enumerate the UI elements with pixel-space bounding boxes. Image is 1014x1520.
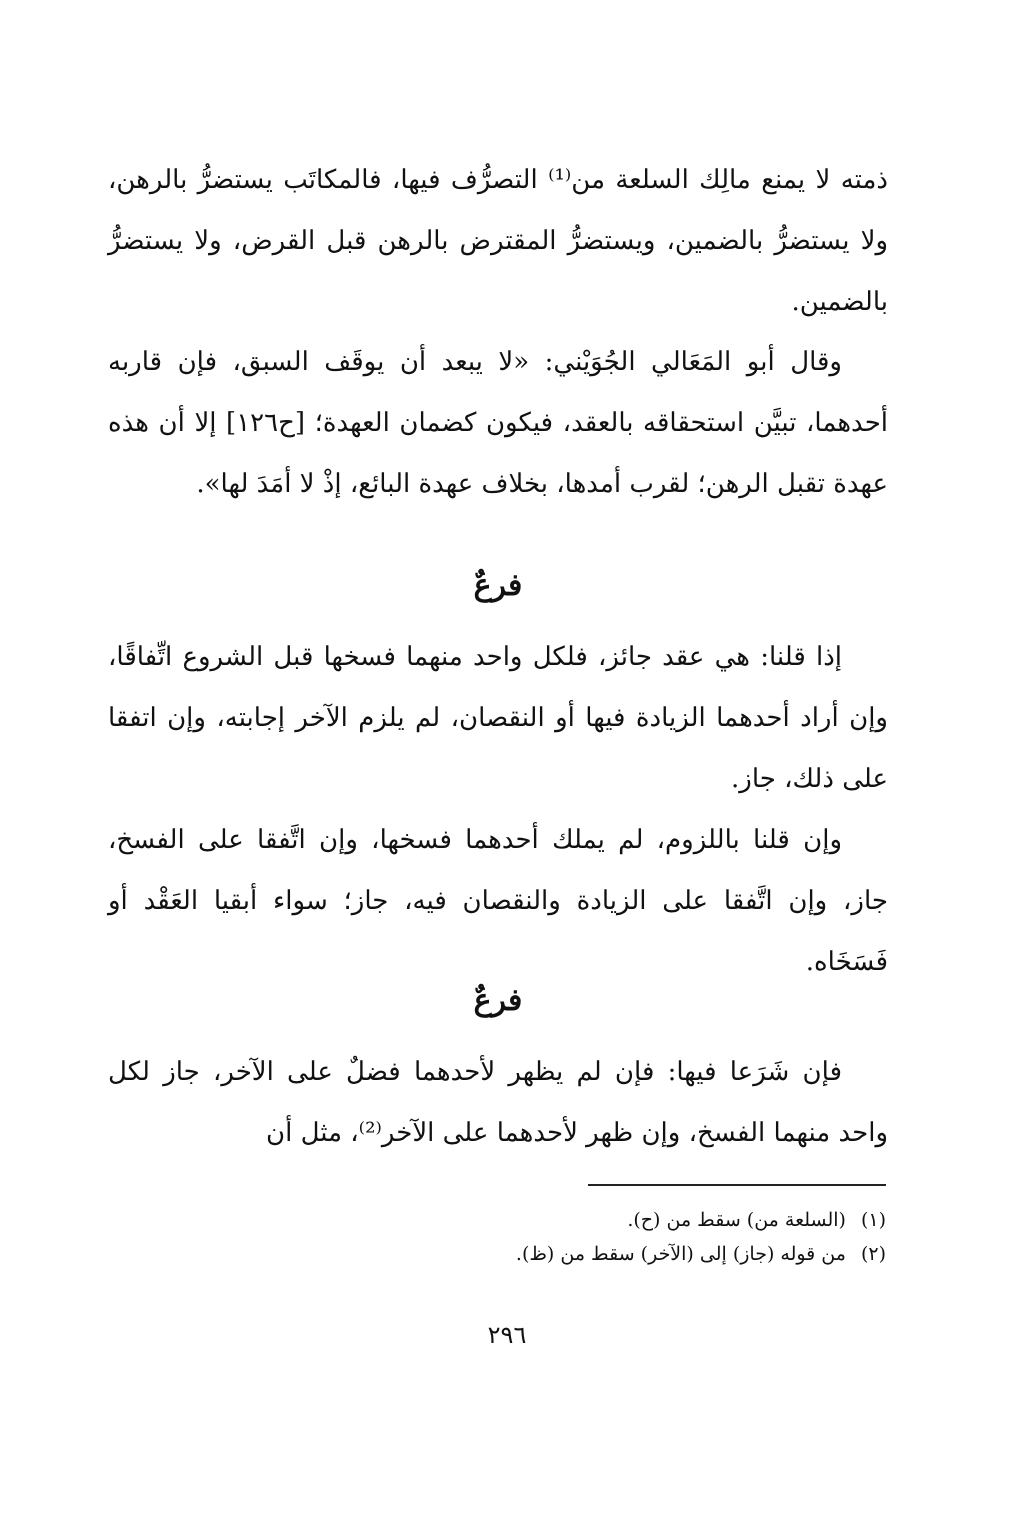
footnote-divider — [588, 1184, 886, 1186]
footnote-text: (السلعة من) سقط من (ح). — [627, 1209, 846, 1231]
footnote-2 — [300, 1237, 886, 1271]
section-heading-1: فرعٌ — [473, 568, 523, 603]
paragraph-1: ذمته لا يمنع مالِك السلعة من⁽¹⁾ التصرُّف فيها، فالمكاتَب يستضرُّ بالرهن، ولا يستضرُّ بالضمين، ويستضرُّ المقترض بالرهن قبل القرض، ولا يستضرُّ بالضمين. — [108, 165, 888, 317]
footnote-number: (١) — [860, 1209, 886, 1231]
paragraph-5: فإن شَرَعا فيها: فإن لم يظهر لأحدهما فضلٌ على الآخر، جاز لكل واحد منهما الفسخ، وإن ظهر لأحدهما على الآخر⁽²⁾، مثل أن — [108, 1057, 888, 1148]
footnote-text: من قوله (جاز) إلى (الآخر) سقط من (ظ). — [515, 1243, 846, 1265]
footnotes — [300, 1203, 886, 1271]
paragraph-2: وقال أبو المَعَالي الجُوَيْني: «لا يبعد أن يوقَف السبق، فإن قاربه أحدهما، تبيَّن استحقاقه بالعقد، فيكون كضمان العهدة؛ [ح١٢٦] إلا أن هذه عهدة تقبل الرهن؛ لقرب أمدها، بخلاف عهدة البائع، إذْ لا أمَدَ لها». — [108, 347, 888, 499]
section-heading-2: فرعٌ — [473, 983, 523, 1018]
paragraph-4: وإن قلنا باللزوم، لم يملك أحدهما فسخها، وإن اتَّفقا على الفسخ، جاز، وإن اتَّفقا على الزيادة والنقصان فيه، جاز؛ سواء أبقيا العَقْد أو فَسَخَاه. — [108, 825, 888, 977]
page-number: ٢٩٦ — [487, 1321, 527, 1349]
paragraph-3: إذا قلنا: هي عقد جائز، فلكل واحد منهما فسخها قبل الشروع اتِّفاقًا، وإن أراد أحدهما الزيادة فيها أو النقصان، لم يلزم الآخر إجابته، وإن اتفقا على ذلك، جاز. — [108, 642, 888, 794]
footnote-1 — [300, 1203, 886, 1237]
footnote-number: (٢) — [860, 1243, 886, 1265]
